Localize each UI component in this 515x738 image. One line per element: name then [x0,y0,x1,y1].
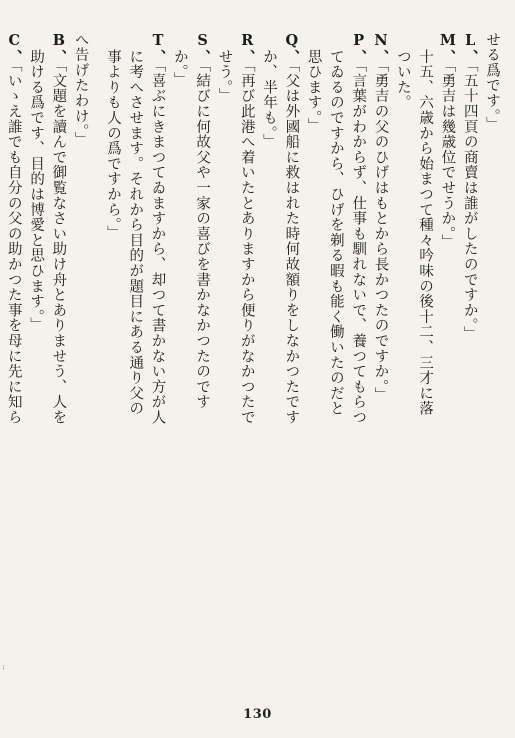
text-line [191,32,213,692]
text-line [102,32,124,692]
line-text: 「結びに何故父や一家の喜びを書かなかつたのです [194,65,211,410]
line-text: てゐるのですから、ひげを剃る暇も能く働いたのだと [327,48,344,416]
line-text: か。」 [171,48,188,88]
line-text: 「再び此港へ着いたとありますから便りがなかつたで [238,65,255,426]
line-text: ついた。 [394,48,411,110]
text-line [47,32,69,692]
line-text: せる爲です。」 [484,32,500,132]
text-line [169,32,191,692]
line-label: S、 [194,32,212,66]
line-label: L、 [461,32,479,66]
line-label: T、 [149,32,167,66]
text-line [213,32,235,692]
line-text: 「五十四頁の商賣は誰がしたのですか。」 [461,65,478,342]
line-text: 思ひます。」 [305,48,322,134]
line-text: 助ける爲です、目的は博愛と思ひます。」 [28,48,45,333]
text-line [2,32,24,692]
text-line [347,32,369,692]
line-text: 十五、六歳から始まつて種々吟味の後十二、三才に落 [417,48,434,416]
text-line [481,32,503,692]
text-line [69,32,91,692]
text-line [280,32,302,692]
line-label: M、 [439,32,457,66]
text-line [436,32,458,692]
text-line [325,32,347,692]
line-text: へ告げたわけ。」 [72,32,89,148]
text-line [25,32,47,692]
vertical-text-block [5,32,503,692]
line-text: 「勇吉は幾歳位でせうか。」 [439,65,456,250]
line-text: 「文題を讀んで御覧なさい助け舟とありませう、人を [50,65,67,426]
text-line [369,32,391,692]
line-text: に考へさせます。それから目的が題目にある通り父の [127,48,144,416]
line-label: R、 [238,32,256,66]
line-label: N、 [372,32,390,66]
text-line [235,32,257,692]
line-text: 事よりも人の爲ですから。」 [104,48,121,241]
line-text: せう。」 [216,48,233,103]
line-text: 「喜ぶにきまつてゐますから、却つて書かない方が人 [149,65,166,426]
text-line [302,32,324,692]
text-line [458,32,480,692]
line-label: C、 [5,32,23,66]
column-gap [92,32,102,692]
text-line [258,32,280,692]
line-label: B、 [50,32,68,66]
line-text: 「勇吉の父のひげはもとから長かつたのですか。」 [372,65,389,403]
page-number: 130 [243,707,272,722]
text-line [124,32,146,692]
line-text: か、半年も。」 [261,48,278,149]
text-line [392,32,414,692]
line-text: 「言葉がわからず、仕事も馴れないで、養つてもらつ [350,65,367,426]
text-line [414,32,436,692]
line-text: 「いゝえ誰でも自分の父の助かつた事を母に先に知ら [5,65,22,426]
line-text: 「父は外國船に救はれた時何故額りをしなかつたです [283,65,300,426]
line-label: Q、 [283,32,301,66]
text-line [146,32,168,692]
scan-speck [3,665,4,670]
line-label: P、 [350,32,368,66]
